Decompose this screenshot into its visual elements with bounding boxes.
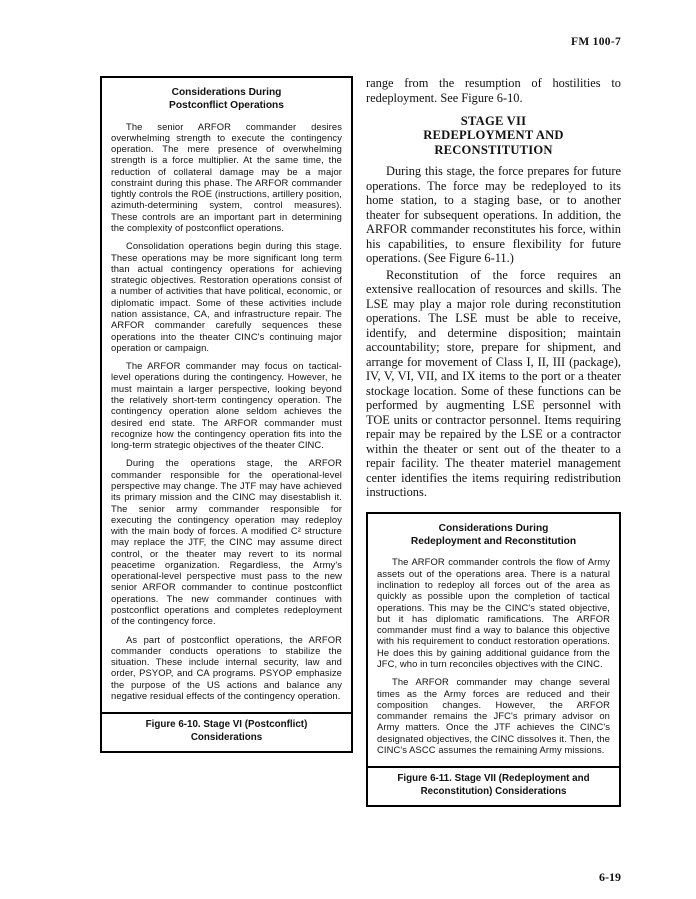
heading-line2: REDEPLOYMENT AND bbox=[423, 128, 564, 143]
figure-caption-6-11: Figure 6-11. Stage VII (Redeployment and Reconstitution) Considerations bbox=[368, 766, 619, 804]
paragraph: As part of postconflict operations, the ARFOR commander conducts operations to stabilize the situation. These include internal security, law and order, PSYOP, and CA programs. PSYOP emphasize the purpose of the US actions and balance any negative residual effects of the contingency operation. bbox=[111, 633, 342, 701]
page-number: 6-19 bbox=[599, 870, 621, 884]
paragraph-continuation: range from the resumption of hostilities to redeployment. See Figure 6-10. bbox=[366, 76, 621, 105]
heading-line1: STAGE VII bbox=[460, 114, 527, 128]
heading-line3: RECONSTITUTION bbox=[434, 142, 553, 157]
paragraph: During this stage, the force prepares for future operations. The force may be redeployed to its home station, to a staging base, or to another theater for subsequent operations. In addition, the ARFOR commander reconstitutes his force, within his capabilities, to ensure flexibility for future operations. (See Figure 6-11.) bbox=[366, 164, 621, 266]
paragraph: Consolidation operations begin during this stage. These operations may be more significant long term than actual contingency operations for achieving strategic objectives. Restoration operations consist of a number of activities that have political, economic, or diplomatic impact. Some of these activities include nation assistance, CA, and infrastructure repair. The ARFOR commander carefully sequences these operations into the theater CINC's continuing major operation or campaign. bbox=[111, 240, 342, 353]
doc-id-header: FM 100-7 bbox=[571, 36, 621, 48]
paragraph: During the operations stage, the ARFOR commander responsible for the operational-level perspective may change. The JTF may have achieved its primary mission and the CINC may disestablish it. The senior army commander responsible for executing the contingency operation may redeploy with the main body of forces. A modified C² structure may replace the JTF, the CINC may assume direct control, or the theater may revert to its normal peacetime organization. Regardless, the Army's operational-level perspective must pass to the new senior ARFOR commander to continue postconflict operations. The new commander continues with postconflict operations and completes redeployment of the contingency force. bbox=[111, 457, 342, 627]
paragraph: The ARFOR commander may focus on tactical-level operations during the contingency. However, he must maintain a larger perspective, looking beyond the relatively short-term contingency operation. The contingency operation alone seldom achieves the desired end state. The ARFOR commander must recognize how the contingency operation fits into the long-term strategic objectives of the theater CINC. bbox=[111, 360, 342, 451]
figure-box-redeployment-title bbox=[377, 523, 610, 549]
paragraph: The senior ARFOR commander desires overwhelming strength to execute the contingency operation. The mere presence of overwhelming strength is a force multiplier. At the same time, the reduction of collateral damage may be a major constraint during this phase. The ARFOR commander tightly controls the ROE (instructions, artillery position, azimuth-determining system, control measures). These controls are an important part in determining the complexity of postconflict operations. bbox=[111, 120, 342, 234]
right-column bbox=[366, 76, 621, 807]
section-heading-stage-vii bbox=[366, 114, 621, 157]
paragraph: The ARFOR commander controls the flow of Army assets out of the operations area. There is a natural inclination to redeploy all forces out of the area as quickly as possible upon the completion of tactical operations. This may be the CINC's stated objective, but it has diplomatic ramifications. The ARFOR commander must find a way to balance this objective with his requirement to conduct restoration operations. He does this by gaining additional guidance from the JFC, who in turn reconciles objectives with the CINC. bbox=[377, 556, 610, 669]
figure-box-postconflict bbox=[100, 76, 353, 753]
two-column-layout bbox=[100, 76, 621, 807]
figure-caption-6-10: Figure 6-10. Stage VI (Postconflict) Considerations bbox=[102, 712, 351, 750]
figure-box-redeployment-body bbox=[368, 514, 619, 766]
paragraph: The ARFOR commander may change several times as the Army forces are reduced and their composition changes. However, the ARFOR commander remains the JFC's primary advisor on Army matters. Once the JTF achieves the CINC's designated objectives, the CINC dissolves it. Then, the CINC's ASCC assumes the remaining Army missions. bbox=[377, 676, 610, 755]
figure-box-redeployment bbox=[366, 512, 621, 807]
box-title-line2: Redeployment and Reconstitution bbox=[410, 535, 577, 547]
left-column bbox=[100, 76, 353, 753]
figure-box-postconflict-title bbox=[111, 87, 342, 113]
box-title-line2: Postconflict Operations bbox=[169, 99, 284, 111]
box-title-line1: Considerations During bbox=[171, 87, 282, 98]
paragraph: Reconstitution of the force requires an extensive reallocation of resources and skills. The LSE may play a major role during reconstitution operations. The LSE must be able to receive, identify, and determine disposition; maintain accountability; store, prepare for shipment, and arrange for movement of Class I, II, III (package), IV, V, VI, VII, and IX items to the port or a theater stockage location. Some of these functions can be performed by augmenting LSE personnel with TOE units or contractor personnel. Items requiring repair may be repaired by the LSE or a contractor within the theater or sent out of the theater to a repair facility. The theater materiel management center identifies the items requiring redistribution instructions. bbox=[366, 267, 621, 500]
figure-box-postconflict-body bbox=[102, 78, 351, 712]
box-title-line1: Considerations During bbox=[438, 522, 549, 534]
